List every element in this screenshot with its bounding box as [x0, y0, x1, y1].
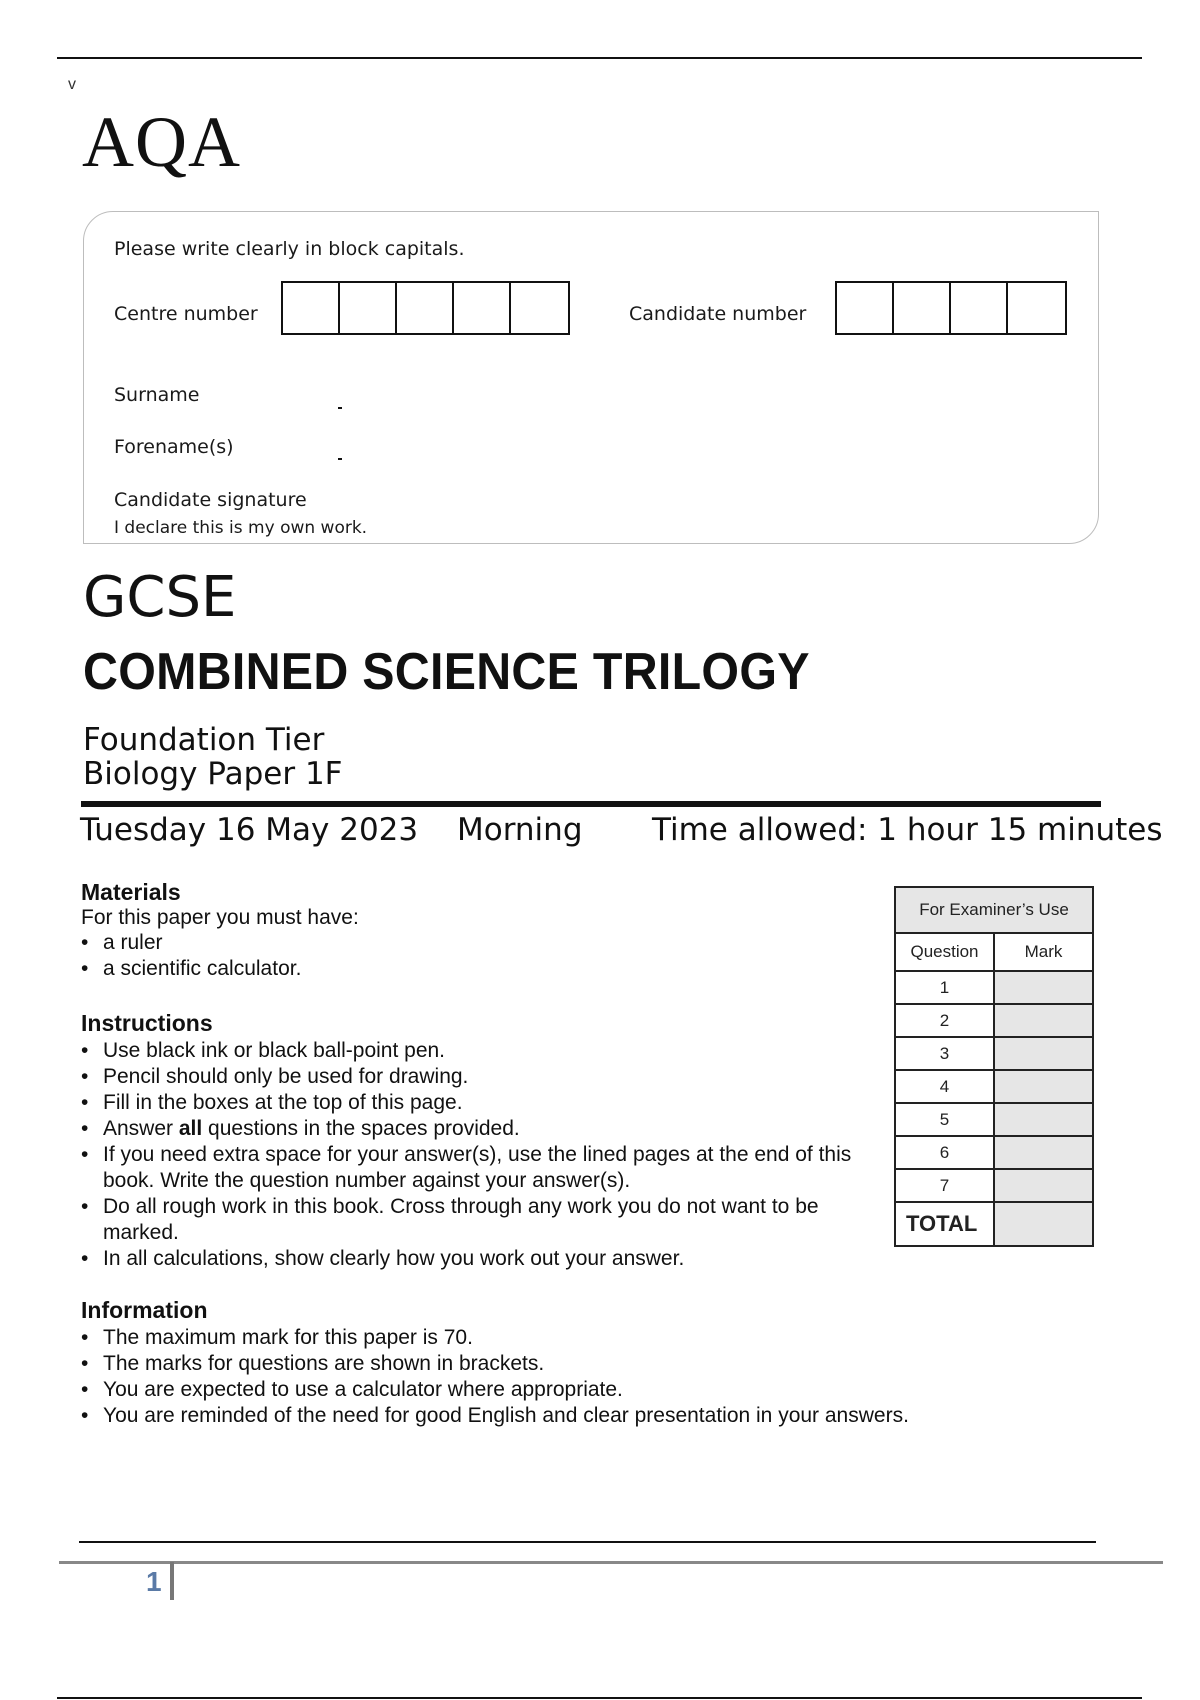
- list-item: • Do all rough work in this book. Cross through any work you do not want to be marked.: [81, 1194, 881, 1246]
- centre-digit-box[interactable]: [340, 283, 397, 333]
- answer-all-post: questions in the spaces provided.: [202, 1117, 520, 1140]
- forenames-label: Forename(s): [114, 436, 234, 458]
- mark-cell: [994, 1004, 1093, 1037]
- list-item: • a ruler: [81, 930, 301, 956]
- centre-digit-box[interactable]: [511, 283, 568, 333]
- page-number-bar: [170, 1562, 174, 1600]
- materials-heading: Materials: [81, 879, 181, 905]
- tier-title: Foundation Tier: [83, 722, 325, 758]
- instructions-heading: Instructions: [81, 1010, 213, 1036]
- question-number: 2: [895, 1004, 994, 1037]
- question-number: 7: [895, 1169, 994, 1202]
- signature-label: Candidate signature: [114, 489, 307, 511]
- mark-cell: [994, 1070, 1093, 1103]
- exam-date: Tuesday 16 May 2023: [80, 812, 419, 848]
- corner-mark: v: [68, 76, 76, 93]
- materials-intro: For this paper you must have:: [81, 906, 359, 929]
- question-number: 5: [895, 1103, 994, 1136]
- title-rule: [81, 801, 1101, 807]
- candidate-digit-box[interactable]: [894, 283, 951, 333]
- list-item: • The maximum mark for this paper is 70.: [81, 1325, 909, 1351]
- list-item: • The marks for questions are shown in brackets.: [81, 1351, 909, 1377]
- centre-number-boxes[interactable]: [281, 281, 570, 335]
- examiner-use-table: [894, 886, 1094, 1247]
- declaration-text: I declare this is my own work.: [114, 518, 368, 538]
- examiner-table-title: For Examiner’s Use: [895, 887, 1093, 933]
- mark-cell: [994, 1136, 1093, 1169]
- centre-digit-box[interactable]: [454, 283, 511, 333]
- candidate-number-label: Candidate number: [629, 303, 807, 325]
- surname-field[interactable]: [338, 407, 342, 409]
- aqa-logo: AQA: [82, 102, 241, 182]
- candidate-digit-box[interactable]: [1008, 283, 1065, 333]
- materials-list: [81, 930, 301, 982]
- question-column-header: Question: [895, 933, 994, 971]
- subject-title: COMBINED SCIENCE TRILOGY: [83, 643, 810, 701]
- forenames-field[interactable]: [338, 458, 342, 460]
- list-item: • Use black ink or black ball-point pen.: [81, 1038, 881, 1064]
- candidate-digit-box[interactable]: [837, 283, 894, 333]
- information-heading: Information: [81, 1297, 208, 1323]
- instructions-list: [81, 1038, 881, 1272]
- answer-all-bold: all: [178, 1117, 203, 1140]
- question-number: 1: [895, 971, 994, 1004]
- candidate-details-box: [83, 211, 1099, 544]
- block-capitals-instruction: Please write clearly in block capitals.: [114, 238, 465, 260]
- qualification-title: GCSE: [83, 565, 237, 630]
- centre-digit-box[interactable]: [397, 283, 454, 333]
- total-mark-cell: [994, 1202, 1093, 1246]
- top-rule: [57, 57, 1142, 59]
- question-number: 4: [895, 1070, 994, 1103]
- question-number: 6: [895, 1136, 994, 1169]
- answer-all-pre: Answer: [103, 1117, 179, 1140]
- list-item: • a scientific calculator.: [81, 956, 301, 982]
- exam-session: Morning: [457, 812, 583, 848]
- mark-cell: [994, 1169, 1093, 1202]
- list-item: • If you need extra space for your answer(s), use the lined pages at the end of this book. Write the question number against your answer(s).: [81, 1142, 881, 1194]
- centre-number-label: Centre number: [114, 303, 258, 325]
- time-allowed: Time allowed: 1 hour 15 minutes: [652, 812, 1163, 848]
- paper-title: Biology Paper 1F: [83, 756, 343, 792]
- page-number: 1: [146, 1566, 162, 1597]
- centre-digit-box[interactable]: [283, 283, 340, 333]
- list-item: [81, 1116, 881, 1142]
- list-item: • You are expected to use a calculator where appropriate.: [81, 1377, 909, 1403]
- footer-rule: [79, 1541, 1096, 1543]
- candidate-number-boxes[interactable]: [835, 281, 1067, 335]
- bottom-rule: [57, 1697, 1142, 1699]
- candidate-digit-box[interactable]: [951, 283, 1008, 333]
- mark-cell: [994, 1103, 1093, 1136]
- mark-cell: [994, 971, 1093, 1004]
- mark-cell: [994, 1037, 1093, 1070]
- list-item: • You are reminded of the need for good English and clear presentation in your answers.: [81, 1403, 909, 1429]
- question-number: 3: [895, 1037, 994, 1070]
- information-list: [81, 1325, 909, 1429]
- total-label: TOTAL: [895, 1202, 994, 1246]
- surname-label: Surname: [114, 384, 200, 406]
- list-item: • In all calculations, show clearly how you work out your answer.: [81, 1246, 881, 1272]
- footer-grey-rule: [59, 1561, 1163, 1564]
- list-item: • Fill in the boxes at the top of this page.: [81, 1090, 881, 1116]
- mark-column-header: Mark: [994, 933, 1093, 971]
- list-item: • Pencil should only be used for drawing.: [81, 1064, 881, 1090]
